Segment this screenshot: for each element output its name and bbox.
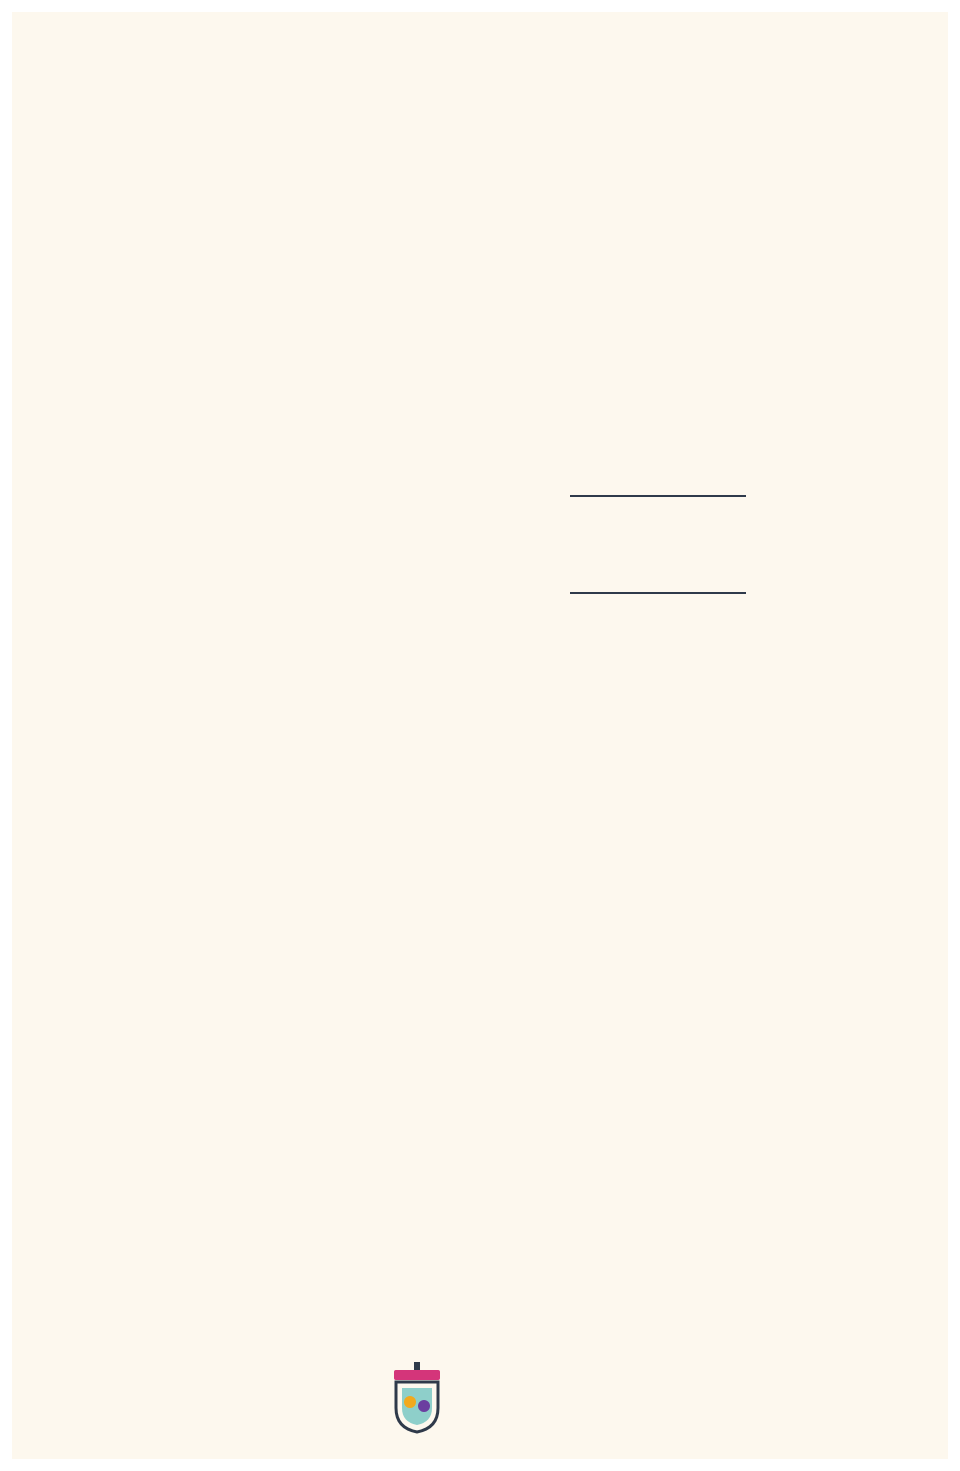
day-header-23	[544, 888, 804, 958]
top-pattern-band	[20, 70, 940, 140]
anniversary-badge	[440, 150, 930, 690]
day-header-22	[94, 888, 354, 958]
divider-top	[570, 495, 746, 497]
day-header-21	[96, 410, 356, 480]
municipal-crest-icon	[388, 1362, 446, 1438]
divider-bottom	[570, 592, 746, 594]
bottom-pattern-band	[386, 1296, 936, 1366]
